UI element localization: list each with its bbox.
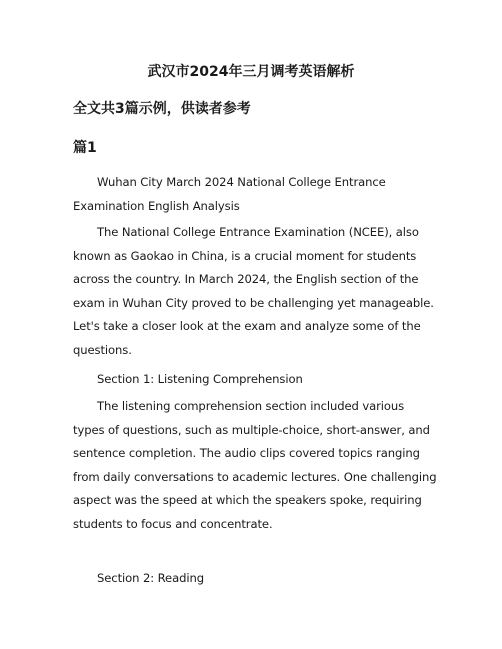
section-heading-listening: Section 1: Listening Comprehension <box>97 372 303 386</box>
paragraph-intro: The National College Entrance Examination (NCEE), also known as Gaokao in China, is a crucial moment for students across the country. In March 2024, the English section of the exam in Wuhan City proved to be challenging yet manageable. Let's take a closer look at the exam and analyze some of the questions. <box>73 225 434 357</box>
paragraph-listening: The listening comprehension section included various types of questions, such as multiple-choice, short-answer, and sentence completion. The audio clips covered topics ranging from daily conversations to academic lectures. One challenging aspect was the speed at which the speakers spoke, requiring students to focus and concentrate. <box>73 399 437 531</box>
document-title: 武汉市2024年三月调考英语解析 <box>147 64 355 80</box>
section-label: 篇1 <box>73 140 97 156</box>
document-subtitle: 全文共3篇示例，供读者参考 <box>73 101 251 117</box>
section-heading-reading: Section 2: Reading <box>97 571 204 585</box>
paragraph-heading: Wuhan City March 2024 National College Entrance Examination English Analysis <box>73 175 386 213</box>
